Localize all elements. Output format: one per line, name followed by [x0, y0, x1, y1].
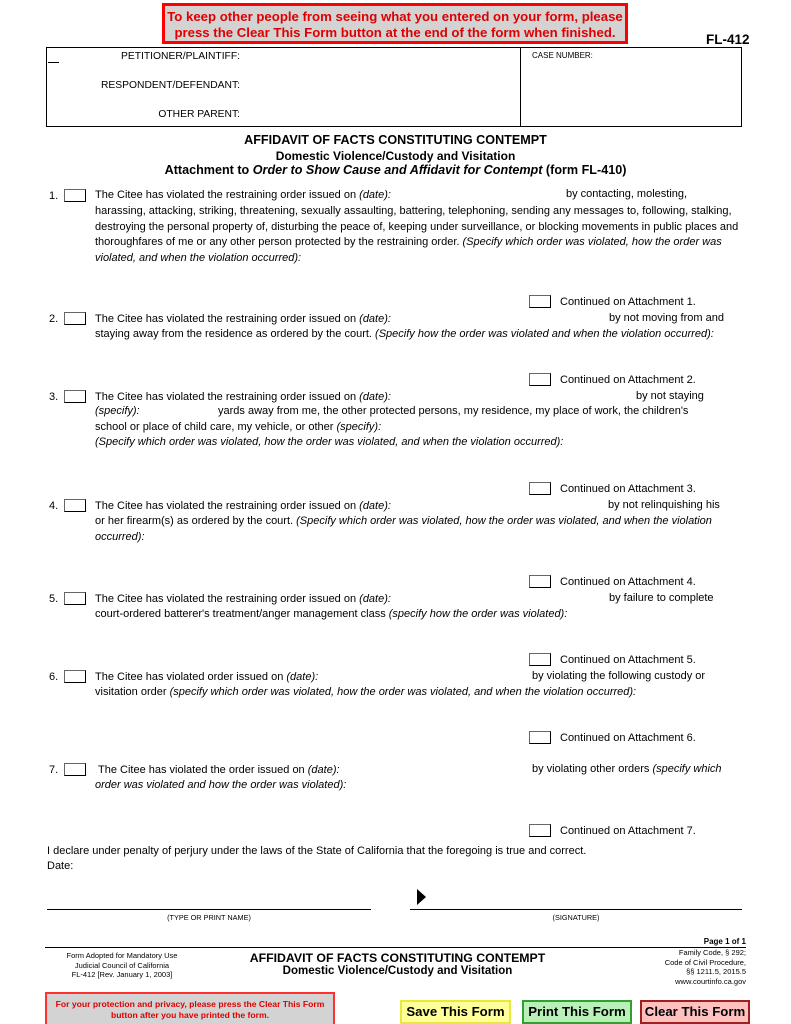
- privacy-notice-top: [162, 3, 628, 44]
- item-7-details-field[interactable]: [95, 796, 745, 821]
- print-name-field[interactable]: [47, 880, 369, 908]
- print-name-line: [47, 909, 371, 910]
- item-3-details-field[interactable]: [95, 452, 745, 480]
- item-4-checkbox[interactable]: [64, 499, 86, 512]
- item-2-continued-label: Continued on Attachment 2.: [560, 374, 696, 386]
- item-7-continued-checkbox[interactable]: [529, 824, 551, 837]
- form-subtitle: Domestic Violence/Custody and Visitation: [275, 149, 516, 163]
- item-1-right-text: by contacting, molesting,: [566, 188, 688, 200]
- item-4-number: 4.: [49, 500, 59, 512]
- item-6-right-text: by violating the following custody or: [532, 670, 706, 682]
- item-5-text: The Citee has violated the restraining order issued on (date):: [95, 593, 391, 605]
- item-7-date-field[interactable]: [355, 763, 525, 778]
- item-7-text: The Citee has violated the order issued on (date):: [98, 764, 340, 776]
- item-2-continued-checkbox[interactable]: [529, 373, 551, 386]
- item-4-continued-label: Continued on Attachment 4.: [560, 576, 696, 588]
- item-5-body: court-ordered batterer's treatment/anger management class (specify how the order was violated):: [95, 608, 568, 620]
- item-7-number: 7.: [49, 764, 59, 776]
- item-5-continued-label: Continued on Attachment 5.: [560, 654, 696, 666]
- signature-line: [410, 909, 742, 910]
- item-3-other-field[interactable]: [372, 420, 742, 435]
- item-6-checkbox[interactable]: [64, 670, 86, 683]
- item-6-continued-checkbox[interactable]: [529, 731, 551, 744]
- petitioner-field[interactable]: [207, 50, 517, 68]
- item-6-details-field[interactable]: [95, 703, 745, 728]
- item-5-checkbox[interactable]: [64, 592, 86, 605]
- page-number: Page 1 of 1: [703, 937, 746, 946]
- item-3-instruction: (Specify which order was violated, how the order was violated, and when the violation occurred):: [95, 436, 564, 448]
- item-3-date-field[interactable]: [380, 390, 600, 405]
- item-1-number: 1.: [49, 190, 59, 202]
- item-2-details-field[interactable]: [95, 358, 745, 373]
- item-6-text: The Citee has violated order issued on (date):: [95, 671, 319, 683]
- item-6-continued-label: Continued on Attachment 6.: [560, 732, 696, 744]
- item-1-checkbox[interactable]: [64, 189, 86, 202]
- declaration-date-field[interactable]: [80, 858, 280, 873]
- item-2-text: The Citee has violated the restraining order issued on (date):: [95, 313, 391, 325]
- item-3-checkbox[interactable]: [64, 390, 86, 403]
- item-3-text: The Citee has violated the restraining order issued on (date):: [95, 391, 391, 403]
- item-4-text: The Citee has violated the restraining order issued on (date):: [95, 500, 391, 512]
- item-3-specify-label: (specify):: [95, 405, 140, 417]
- item-6-number: 6.: [49, 671, 59, 683]
- item-2-checkbox[interactable]: [64, 312, 86, 325]
- save-form-button[interactable]: Save This Form: [400, 1000, 511, 1024]
- other-parent-field[interactable]: [207, 108, 517, 126]
- item-3-body: yards away from me, the other protected persons, my residence, my place of work, the children's: [218, 405, 689, 417]
- item-3-body2: school or place of child care, my vehicle, or other (specify):: [95, 421, 382, 433]
- date-label: Date:: [47, 860, 74, 872]
- item-2-date-field[interactable]: [380, 312, 600, 327]
- item-4-body: or her firearm(s) as ordered by the court. (Specify which order was violated, how the order was violated, and when the violation occurred):: [95, 515, 712, 543]
- item-1-body: harassing, attacking, striking, threatening, sexually assaulting, battering, telephoning, sending any messages to, following, stalking, destroying the personal property of, disturbing the peace of, keeping under surveillance, or blocking movements in public places and thoroughfares of me or any other person protected by the restraining order. (Specify which order was violated, how the order was violated, and when the violation occurred):: [95, 205, 739, 264]
- item-3-continued-checkbox[interactable]: [529, 482, 551, 495]
- item-1-continued-label: Continued on Attachment 1.: [560, 296, 696, 308]
- item-3-number: 3.: [49, 391, 59, 403]
- item-6-date-field[interactable]: [330, 670, 520, 685]
- item-6-body: visitation order (specify which order was violated, how the order was violated, and when the violation occurred):: [95, 686, 637, 698]
- footer-title: AFFIDAVIT OF FACTS CONSTITUTING CONTEMPT: [249, 951, 546, 965]
- print-form-button[interactable]: Print This Form: [522, 1000, 632, 1024]
- caption-box: [46, 47, 742, 127]
- form-title: AFFIDAVIT OF FACTS CONSTITUTING CONTEMPT: [244, 133, 547, 147]
- item-3-yards-field[interactable]: [145, 405, 215, 420]
- respondent-label: RESPONDENT/DEFENDANT:: [100, 80, 240, 91]
- item-5-right-text: by failure to complete: [609, 592, 714, 604]
- item-7-right-text: by violating other orders (specify which: [532, 763, 722, 775]
- attachment-title: Attachment to Order to Show Cause and Affidavit for Contempt (form FL-410): [164, 163, 627, 177]
- item-4-date-field[interactable]: [380, 499, 600, 514]
- item-5-continued-checkbox[interactable]: [529, 653, 551, 666]
- item-3-right-text: by not staying: [636, 390, 704, 402]
- declaration-text: I declare under penalty of perjury under the laws of the State of California that the foregoing is true and correct.: [47, 845, 587, 857]
- respondent-field[interactable]: [207, 79, 517, 97]
- footer-subtitle: Domestic Violence/Custody and Visitation: [282, 965, 513, 977]
- signature-arrow-icon: [417, 889, 426, 905]
- form-id: FL-412: [706, 32, 750, 47]
- case-number-field[interactable]: [528, 64, 734, 120]
- item-2-number: 2.: [49, 313, 59, 325]
- item-5-details-field[interactable]: [95, 625, 745, 650]
- item-3-continued-label: Continued on Attachment 3.: [560, 483, 696, 495]
- item-1-continued-checkbox[interactable]: [529, 295, 551, 308]
- case-number-section: [522, 48, 742, 126]
- item-7-body: order was violated and how the order was violated):: [95, 779, 347, 791]
- item-5-number: 5.: [49, 593, 59, 605]
- other-parent-label: OTHER PARENT:: [158, 109, 240, 120]
- item-1-details-field[interactable]: [95, 268, 745, 293]
- item-4-details-field[interactable]: [95, 548, 745, 573]
- item-7-continued-label: Continued on Attachment 7.: [560, 825, 696, 837]
- item-4-right-text: by not relinquishing his: [608, 499, 720, 511]
- item-1-date-field[interactable]: [380, 188, 540, 203]
- item-7-checkbox[interactable]: [64, 763, 86, 776]
- footer-adoption-info: Form Adopted for Mandatory Use Judicial Council of California FL-412 [Rev. January 1, 2003]: [66, 951, 178, 980]
- privacy-notice-top-line1: To keep other people from seeing what you entered on your form, please: [167, 9, 623, 24]
- item-5-date-field[interactable]: [380, 592, 600, 607]
- privacy-notice-top-line2: press the Clear This Form button at the end of the form when finished.: [174, 25, 616, 40]
- party-names-section: [47, 48, 521, 126]
- item-4-continued-checkbox[interactable]: [529, 575, 551, 588]
- courtinfo-link[interactable]: www.courtinfo.ca.gov: [675, 976, 746, 986]
- item-1-text: The Citee has violated the restraining order issued on (date):: [95, 189, 391, 201]
- case-number-label: CASE NUMBER:: [532, 51, 593, 60]
- item-2-body: staying away from the residence as ordered by the court. (Specify how the order was violated and when the violation occurred):: [95, 328, 714, 340]
- item-2-right-text: by not moving from and: [609, 312, 724, 324]
- privacy-notice-bottom: For your protection and privacy, please press the Clear This Form button after you have printed the form.: [45, 992, 335, 1024]
- footer-legal-references: Family Code, § 292; Code of Civil Procedure, §§ 1211.5, 2015.5 www.courtinfo.ca.gov: [590, 948, 746, 986]
- signature-caption: (SIGNATURE): [552, 913, 600, 922]
- clear-form-button[interactable]: Clear This Form: [640, 1000, 750, 1024]
- print-name-caption: (TYPE OR PRINT NAME): [167, 913, 251, 922]
- petitioner-label: PETITIONER/PLAINTIFF:: [121, 51, 240, 62]
